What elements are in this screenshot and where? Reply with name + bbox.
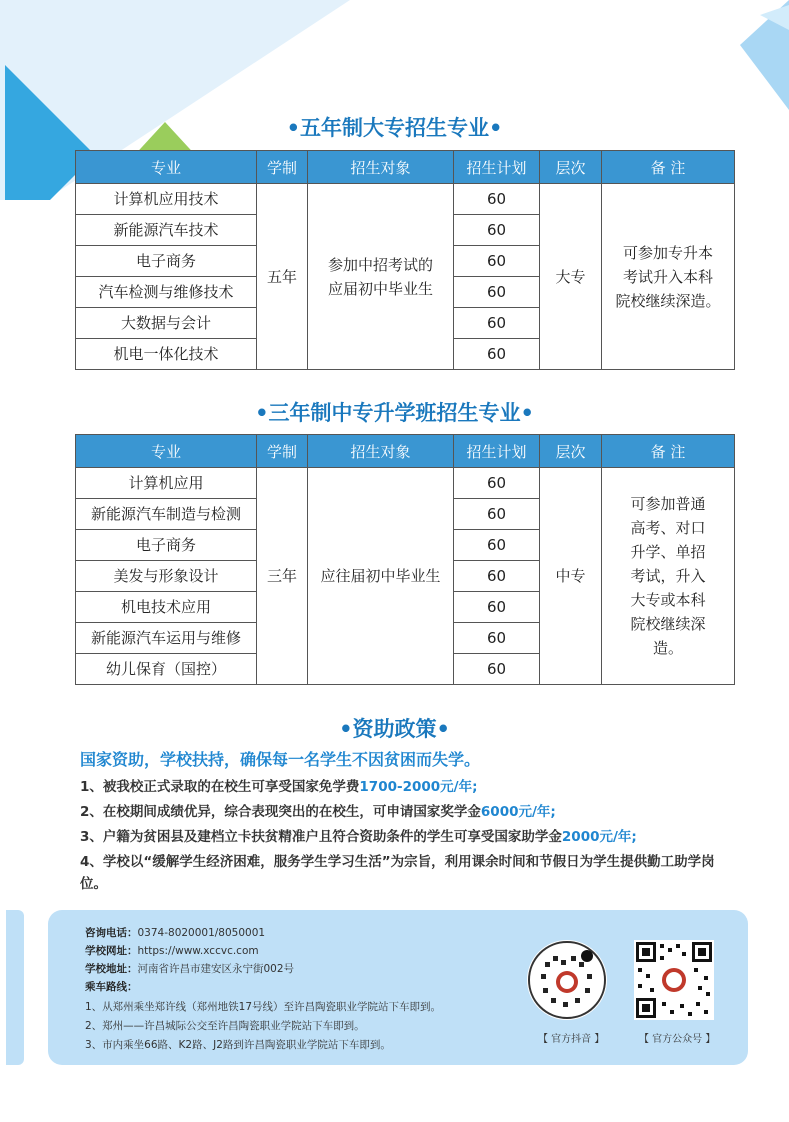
level-cell: 中专 [540,468,602,685]
system-cell: 三年 [257,468,308,685]
major-cell: 幼儿保育（国控） [76,654,257,685]
policy-item: 1、被我校正式录取的在校生可享受国家免学费1700-2000元/年; [80,779,478,795]
section1-title: •五年制大专招生专业• [286,116,503,140]
plan-cell: 60 [454,654,540,685]
section3-title: •资助政策• [339,717,450,741]
major-cell: 电子商务 [76,530,257,561]
major-cell: 汽车检测与维修技术 [76,277,257,308]
address-line: 学校地址：河南省许昌市建安区永宁街002号 [85,963,295,975]
phone-line: 咨询电话：0374-8020001/8050001 [85,927,266,939]
route-item: 2、郑州——许昌城际公交至许昌陶瓷职业学院站下车即到。 [85,1020,365,1032]
note-cell [602,468,735,685]
website-line: 学校网址：https://www.xccvc.com [85,945,259,957]
header-plan: 招生计划 [454,435,540,468]
decorative-bar [6,910,24,1065]
douyin-label: 【 官方抖音 】 [538,1034,605,1045]
table-row [76,184,735,215]
five-year-table [75,150,735,370]
header-level: 层次 [540,151,602,184]
phone-number[interactable]: 0374-8020001/8050001 [137,927,266,939]
route-item: 1、从郑州乘坐郑许线（郑州地铁17号线）至许昌陶瓷职业学院站下车即到。 [85,1001,442,1013]
plan-cell: 60 [454,623,540,654]
major-cell: 大数据与会计 [76,308,257,339]
header-level: 层次 [540,435,602,468]
plan-cell: 60 [454,530,540,561]
qr-code-icon [527,940,607,1020]
note-line: 可参加普通 [630,495,706,513]
header-major: 专业 [76,435,257,468]
header-note: 备 注 [602,151,735,184]
major-cell: 计算机应用 [76,468,257,499]
header-target: 招生对象 [308,151,454,184]
plan-cell: 60 [454,184,540,215]
plan-cell: 60 [454,277,540,308]
plan-cell: 60 [454,339,540,370]
major-cell: 新能源汽车制造与检测 [76,499,257,530]
note-line: 高考、对口 [630,519,706,537]
major-cell: 美发与形象设计 [76,561,257,592]
major-cell: 新能源汽车技术 [76,215,257,246]
note-line: 考试，升入 [630,567,706,585]
policy-slogan: 国家资助，学校扶持，确保每一名学生不因贫困而失学。 [80,750,481,769]
header-system: 学制 [257,435,308,468]
wechat-label: 【 官方公众号 】 [639,1034,716,1045]
douyin-qr-code[interactable] [527,940,607,1020]
major-cell: 机电技术应用 [76,592,257,623]
note-line: 考试升入本科 [622,267,713,286]
plan-cell: 60 [454,246,540,277]
header-note: 备 注 [602,435,735,468]
plan-cell: 60 [454,499,540,530]
qr-code-icon [634,940,714,1020]
route-item: 3、市内乘坐66路、K2路、J2路到许昌陶瓷职业学院站下车即到。 [85,1039,391,1051]
level-cell: 大专 [540,184,602,370]
header-system: 学制 [257,151,308,184]
plan-cell: 60 [454,592,540,623]
target-cell [308,184,454,370]
policy-item: 3、户籍为贫困县及建档立卡扶贫精准户且符合资助条件的学生可享受国家助学金2000元/年; [80,829,637,845]
table-row [76,468,735,499]
plan-cell: 60 [454,468,540,499]
target-line: 应届初中毕业生 [327,279,433,298]
major-cell: 电子商务 [76,246,257,277]
plan-cell: 60 [454,308,540,339]
major-cell: 计算机应用技术 [76,184,257,215]
note-cell [602,184,735,370]
note-line: 院校继续深 [630,615,706,633]
route-label: 乘车路线： [85,981,138,993]
major-cell: 新能源汽车运用与维修 [76,623,257,654]
table-header-row [76,151,735,184]
plan-cell: 60 [454,561,540,592]
policy-item: 2、在校期间成绩优异，综合表现突出的在校生，可申请国家奖学金6000元/年; [80,804,556,820]
major-cell: 机电一体化技术 [76,339,257,370]
policy-item: 4、学校以“缓解学生经济困难，服务学生学习生活”为宗旨，利用课余时间和节假日为学生提供勤工助学岗位。 [80,854,715,892]
table-header-row [76,435,735,468]
wechat-qr-code[interactable] [634,940,714,1020]
section2-title: •三年制中专升学班招生专业• [255,401,534,425]
website-link[interactable]: https://www.xccvc.com [137,945,259,957]
header-plan: 招生计划 [454,151,540,184]
plan-cell: 60 [454,215,540,246]
header-major: 专业 [76,151,257,184]
note-line: 院校继续深造。 [615,291,721,310]
system-cell: 五年 [257,184,308,370]
target-line: 参加中招考试的 [327,255,433,274]
note-line: 升学、单招 [630,543,706,561]
header-target: 招生对象 [308,435,454,468]
three-year-table [75,434,735,685]
target-cell: 应往届初中毕业生 [308,468,454,685]
note-line: 大专或本科 [630,591,706,609]
note-line: 可参加专升本 [622,243,713,262]
note-line: 造。 [652,639,683,657]
